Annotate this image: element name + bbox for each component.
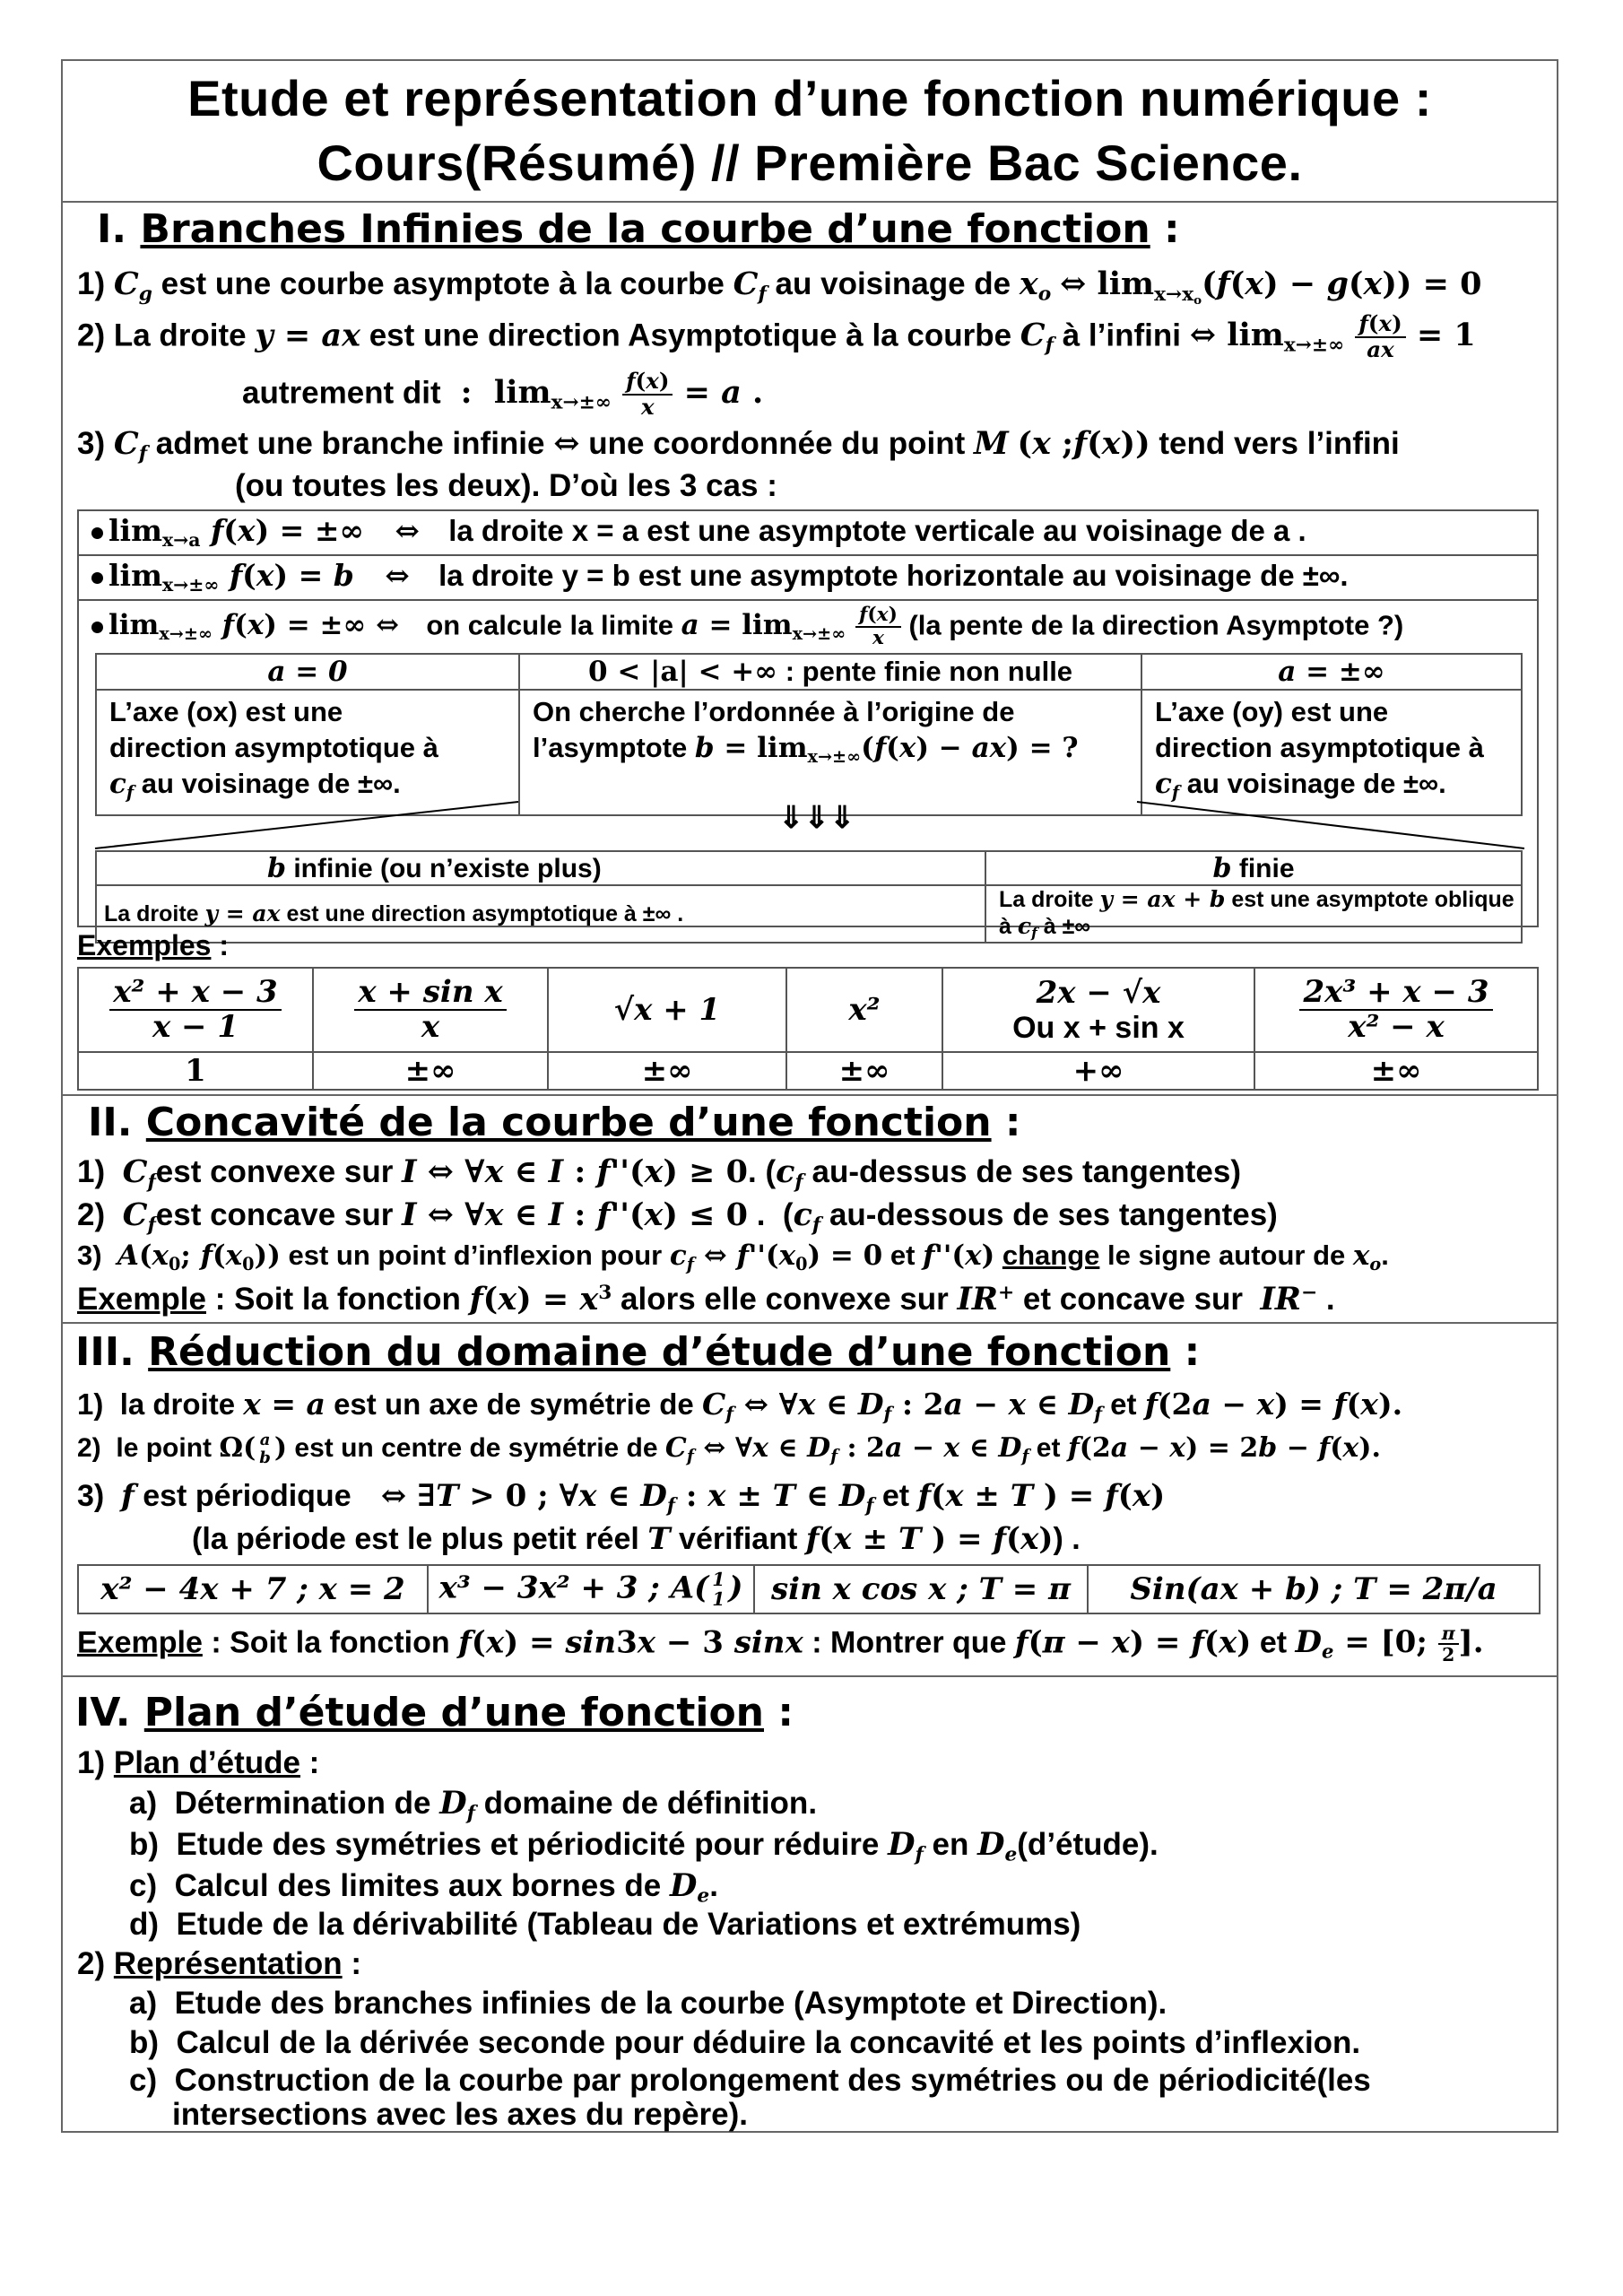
- s3-ex-4: Sin(ax + b) ; T = 2π/a: [1088, 1565, 1540, 1613]
- down-arrows-icon: ⇓⇓⇓: [778, 801, 855, 835]
- s1-item-3: 3) $C_f$ admet une branche infinie ⇔ une coordonnée du point M (x ;f(x)) tend vers l’infini: [77, 425, 1400, 465]
- example-denominator: x − 1: [152, 1009, 239, 1045]
- b-inf-head: infinie (ou n’existe plus): [293, 853, 602, 883]
- plan-c-letter: c): [129, 1868, 158, 1903]
- s2-l3-num: 3): [77, 1239, 102, 1271]
- repr-heading: 2) Représentation :: [77, 1946, 362, 1981]
- slope-cases-table: [95, 653, 1523, 816]
- plan-item-c: c) Calcul des limites aux bornes de $D_e$.: [129, 1867, 718, 1908]
- s3-ex-1: x² − 4x + 7 ; x = 2: [78, 1565, 428, 1613]
- plan-item-d: [129, 1907, 1081, 1943]
- s2-l3-b: et: [890, 1239, 916, 1271]
- bullet-icon: [91, 572, 103, 584]
- section-4-colon: :: [777, 1690, 794, 1735]
- la-droite-1: La droite: [104, 900, 199, 926]
- title-box: [63, 61, 1557, 203]
- divider: [79, 599, 1537, 601]
- example-limit-value: +∞: [942, 1052, 1254, 1090]
- s1-item-1-text-b: au voisinage de: [775, 266, 1011, 301]
- repr-item-c-cont: [172, 2097, 748, 2133]
- plan-c-text-b: .: [709, 1868, 718, 1903]
- section-4-number: IV.: [75, 1690, 131, 1735]
- s3-ex-b: : Montrer que: [812, 1625, 1007, 1660]
- section-2-title: Concavité de la courbe d’une fonction: [145, 1100, 992, 1145]
- s2-l1-text: est convexe sur: [155, 1154, 394, 1189]
- plan-c-text-a: Calcul des limites aux bornes de: [174, 1868, 662, 1903]
- examples-table: [77, 967, 1539, 1091]
- s1-item-3b: (ou toutes les deux). D’où les 3 cas :: [235, 468, 777, 503]
- plan-a-text-b: domaine de définition.: [483, 1786, 818, 1821]
- document-page: [61, 59, 1558, 2133]
- case-3: $\lim_{x\to\pm\infty} f(x)$ = ±∞ ⇔ on calcule la limite $a = \lim_{x\to\pm\infty}$ $\frac{f(x)}{x}$ (la pente de la direction Asymptote ?): [91, 604, 1403, 649]
- examples-label: Exemples :: [77, 929, 229, 961]
- s3-line-3: 3) f est périodique ⇔ ∃T > 0 ; ∀x ∈ $D_f$ : x ± T ∈ $D_f$ et f(x ± T ) = f(x): [77, 1478, 1166, 1517]
- section-1-heading: [97, 206, 1180, 252]
- s3-l3-b: et: [881, 1479, 910, 1513]
- s1-item-2: 2) La droite y = ax est une direction Asymptotique à la courbe $C_f$ à l’infini ⇔ $\lim_{x\to\pm\infty}$ $\frac{f(x)}{ax}$ = 1: [77, 310, 1476, 362]
- example-limit-value: 1: [78, 1052, 313, 1090]
- cases-box: [77, 509, 1539, 942]
- example-limit-value: ±∞: [1254, 1052, 1538, 1090]
- plan-b-letter: b): [129, 1827, 160, 1862]
- s2-ex-b: alors elle convexe sur: [621, 1282, 949, 1317]
- bullet-icon: [91, 622, 103, 633]
- s3-line-1: 1) la droite x = a est un axe de symétrie de $C_f$ ⇔ ∀x ∈ $D_f$ : 2a − x ∈ $D_f$ et f(2a − x) = f(x).: [77, 1387, 1403, 1425]
- s2-l1-c: au-dessus de ses tangentes): [812, 1154, 1241, 1189]
- col-3-head: a = ±∞: [1278, 656, 1385, 688]
- example-denominator: x² − x: [1348, 1009, 1445, 1045]
- col-2-head-b: : pente finie non nulle: [785, 656, 1073, 687]
- example-expr: [942, 968, 1254, 1052]
- b-fin-text-2: à ±∞: [1043, 914, 1091, 939]
- s2-l1-num: 1): [77, 1154, 106, 1189]
- col-3-text-1: L’axe (oy) est une: [1155, 696, 1389, 727]
- s3-ex-c: et: [1259, 1625, 1288, 1660]
- plan-d-letter: d): [129, 1907, 160, 1942]
- s3-l3-num: 3): [77, 1479, 105, 1513]
- example-limit-value: ±∞: [786, 1052, 942, 1090]
- repr-a-letter: a): [129, 1986, 158, 2021]
- s1-item-1: 1) $C_g$ est une courbe asymptote à la courbe $C_f$ au voisinage de $x_o$ ⇔ $\lim_{x\to x_o}(f(x) - g(x)) = 0$: [77, 265, 1482, 308]
- s3-ex-2-text: x³ − 3x² + 3 ;: [438, 1570, 660, 1605]
- repr-num: 2): [77, 1946, 106, 1981]
- s3-l4-c: ) .: [1053, 1522, 1081, 1556]
- plan-a-text-a: Détermination de: [174, 1786, 431, 1821]
- case-2: $\lim_{x\to\pm\infty} f(x) = b$ ⇔ la droite y = b est une asymptote horizontale au voisinage de ±∞.: [91, 558, 1349, 596]
- s1-item-2b: autrement dit : $\lim_{x\to\pm\infty}$ $\frac{f(x)}{x}$ = a .: [242, 368, 764, 420]
- col-a-zero-head: [96, 654, 519, 690]
- b-inf-text: est une direction asymptotique à ±∞ .: [286, 900, 684, 926]
- section-plan-etude: [63, 1677, 1557, 2133]
- section-1-title: Branches Infinies de la courbe d’une fonction: [140, 206, 1150, 252]
- s2-l1-b: . (: [748, 1154, 777, 1189]
- example-expr: [548, 968, 786, 1052]
- s2-l2-num: 2): [77, 1197, 106, 1232]
- plan-d-text-a: Etude de la dérivabilité (Tableau de Variations et extrémums): [176, 1907, 1081, 1942]
- s2-ex-a: : Soit la fonction: [214, 1282, 461, 1317]
- s2-l2-text: est concave sur: [155, 1197, 394, 1232]
- section-reduction: [63, 1324, 1557, 1677]
- plan-b-text-b: en: [932, 1827, 969, 1862]
- b-finite-head: b finie: [985, 851, 1522, 885]
- plan-item-b: b) Etude des symétries et périodicité pour réduire $D_f$ en $D_e(d’étude)$.: [129, 1826, 1159, 1866]
- s3-ex-label: Exemple: [77, 1625, 203, 1660]
- divider: [79, 554, 1537, 556]
- section-3-colon: :: [1184, 1329, 1201, 1375]
- example-limit-value: ±∞: [313, 1052, 548, 1090]
- plan-label: Plan d’étude: [113, 1745, 300, 1780]
- case-2-text: la droite y = b est une asymptote horizontale au voisinage de ±∞.: [438, 559, 1349, 592]
- s1-item-2-text-d: autrement dit: [242, 375, 441, 411]
- s3-l2-b: est un centre de symétrie de: [294, 1432, 658, 1463]
- b-infinite-head: b infinie (ou n’existe plus): [96, 851, 985, 885]
- section-2-heading: [88, 1100, 1021, 1145]
- plan-heading: 1) Plan d’étude :: [77, 1745, 320, 1780]
- section-3-number: III.: [75, 1329, 135, 1375]
- case-1: $\lim_{x\to a} f(x)$ = ±∞ ⇔ la droite x = a est une asymptote verticale au voisinage de a .: [91, 513, 1306, 551]
- example-expr: [1254, 968, 1538, 1052]
- s3-example: Exemple : Soit la fonction f(x) = sin3x − 3 sinx : Montrer que f(π − x) = f(x) et $D_e = [0$; $\frac{\pi}{2}$ ].: [77, 1622, 1484, 1666]
- section-1-number: I.: [97, 206, 127, 252]
- example-expression: x²: [848, 992, 881, 1028]
- col-1-text-3: au voisinage de ±∞.: [141, 768, 401, 799]
- col-a-infinite-head: [1141, 654, 1522, 690]
- s2-l3-a: est un point d’inflexion pour: [288, 1239, 663, 1271]
- plan-num: 1): [77, 1745, 106, 1780]
- col-a-zero-body: L’axe (ox) est une direction asymptotique à $c_f$ au voisinage de ±∞.: [96, 690, 519, 815]
- example-expression: √x + 1: [613, 992, 721, 1028]
- s2-ex-label: Exemple: [77, 1282, 206, 1317]
- s1-item-2-text-a: La droite: [113, 317, 247, 353]
- s2-example: Exemple : Soit la fonction $f(x) = x^3$ alors elle convexe sur IR+ et concave sur IR− .: [77, 1281, 1335, 1318]
- plan-item-a: a) Détermination de $D_f$ domaine de définition.: [129, 1785, 818, 1825]
- s2-l3-change: change: [1002, 1239, 1100, 1271]
- example-fraction: [109, 973, 281, 1045]
- s3-ex-2: x³ − 3x² + 3 ; A( 1 1 ): [428, 1565, 754, 1613]
- section-2-number: II.: [88, 1100, 133, 1145]
- section-2-colon: :: [1004, 1100, 1021, 1145]
- example-fraction: [354, 973, 506, 1045]
- s3-ex-3: sin x cos x ; T = π: [754, 1565, 1088, 1613]
- s3-l1-num: 1): [77, 1387, 104, 1421]
- repr-b-letter: b): [129, 2025, 160, 2060]
- s3-l4-b: vérifiant: [679, 1522, 798, 1556]
- example-expression-alt: Ou x + sin x: [1012, 1010, 1185, 1045]
- example-numerator: x + sin x: [354, 976, 506, 1011]
- col-1-text-2: direction asymptotique à: [109, 732, 438, 763]
- example-limit-value: ±∞: [548, 1052, 786, 1090]
- col-3-text-2: direction asymptotique à: [1155, 732, 1484, 763]
- b-finite-text: La droite y = ax + b est une asymptote oblique à $c_f$ à ±∞: [985, 885, 1522, 943]
- col-2-head: 0 < |a| < +∞: [587, 656, 778, 688]
- plan-b-text-c: (d’étude).: [1017, 1827, 1159, 1862]
- s3-l2-a: le point: [116, 1432, 213, 1463]
- section-4-title: Plan d’étude d’une fonction: [143, 1690, 764, 1735]
- s1-item-3-num: 3): [77, 426, 106, 461]
- s3-ex-a: : Soit la fonction: [211, 1625, 450, 1660]
- col-2-text-1: On cherche l’ordonnée à l’origine de: [533, 696, 1015, 727]
- example-expr: [78, 968, 313, 1052]
- s2-line-3: 3) $A(x_0$; $f(x_0)$) est un point d’inflexion pour $c_f$ ⇔ $f''(x_0) = 0$ et f''(x) change le signe autour de $x_o$.: [77, 1239, 1389, 1274]
- s3-l2-num: 2): [77, 1432, 101, 1463]
- s3-l1-c: et: [1110, 1387, 1137, 1421]
- example-numerator: 2x³ + x − 3: [1299, 976, 1492, 1011]
- s2-l3-c: le signe autour de: [1107, 1239, 1346, 1271]
- case-1-text: la droite x = a est une asymptote verticale au voisinage de a .: [448, 514, 1306, 547]
- col-a-finite-head: [519, 654, 1141, 690]
- bullet-icon: [91, 527, 103, 539]
- repr-item-a: [129, 1986, 1167, 2022]
- s1-item-2-text-c: à l’infini: [1062, 317, 1181, 353]
- section-3-title: Réduction du domaine d’étude d’une fonction: [148, 1329, 1171, 1375]
- b-fin-head: finie: [1238, 853, 1295, 883]
- s3-l2-c: et: [1036, 1432, 1061, 1463]
- example-expression: 2x − √x: [1036, 974, 1161, 1011]
- plan-b-text-a: Etude des symétries et périodicité pour réduire: [176, 1827, 880, 1862]
- plan-a-letter: a): [129, 1786, 158, 1821]
- section-1-colon: :: [1164, 206, 1180, 252]
- repr-a-text: Etude des branches infinies de la courbe (Asymptote et Direction).: [174, 1986, 1167, 2021]
- repr-c-text: Construction de la courbe par prolongement des symétries ou de périodicité(les: [174, 2063, 1371, 2098]
- col-3-text-3: au voisinage de ±∞.: [1186, 768, 1446, 799]
- col-a-finite-body: On cherche l’ordonnée à l’origine de l’asymptote $b = \lim_{x\to\pm\infty}(f(x) - ax)$ = ?: [519, 690, 1141, 815]
- s3-examples-table: [77, 1564, 1541, 1614]
- case-3-text-b: (la pente de la direction Asymptote ?): [908, 609, 1404, 641]
- repr-c-text-cont: intersections avec les axes du repère).: [172, 2097, 748, 2132]
- title-line-2: Cours(Résumé) // Première Bac Science.: [317, 135, 1303, 191]
- section-3-heading: [75, 1329, 1200, 1375]
- col-2-text-2: l’asymptote: [533, 732, 688, 763]
- s2-l2-c: au-dessous de ses tangentes): [829, 1197, 1278, 1232]
- example-expr: [313, 968, 548, 1052]
- s1-item-3-text-a: admet une branche infinie: [155, 426, 545, 461]
- s3-line-2: 2) le point Ω( a b ) est un centre de symétrie de $C_f$ ⇔ ∀x ∈ $D_f$ : 2a − x ∈ $D_f$ et f(2a − x) = 2b − f(x).: [77, 1431, 1381, 1467]
- example-expr: [786, 968, 942, 1052]
- repr-label: Représentation: [113, 1946, 343, 1981]
- la-droite-2: La droite: [999, 887, 1094, 912]
- repr-b-text: Calcul de la dérivée seconde pour déduire la concavité et les points d’inflexion.: [176, 2025, 1361, 2060]
- col-1-head: a = 0: [267, 656, 348, 688]
- repr-item-c: [129, 2063, 1371, 2099]
- s2-line-1: 1) $C_fest$ convexe sur I ⇔ ∀x ∈ I : f''(x) ≥ 0. ($c_f$ au-dessus de ses tangentes): [77, 1153, 1241, 1194]
- col-a-infinite-body: L’axe (oy) est une direction asymptotique à $c_f$ au voisinage de ±∞.: [1141, 690, 1522, 815]
- s3-l3-a: est périodique: [143, 1479, 352, 1513]
- s3-l1-a: la droite: [119, 1387, 236, 1421]
- col-1-text-1: L’axe (ox) est une: [109, 696, 343, 727]
- repr-c-letter: c): [129, 2063, 158, 2098]
- section-4-heading: [75, 1690, 794, 1735]
- section-branches-infinies: [63, 203, 1557, 1096]
- s3-line-4: (la période est le plus petit réel T vérifiant f(x ± T ) = f(x)) .: [192, 1521, 1081, 1557]
- case-3-text-a: on calcule la limite: [426, 609, 673, 641]
- title-line-1: Etude et représentation d’une fonction numérique :: [187, 70, 1432, 126]
- s3-l4: (la période est le plus petit réel: [192, 1522, 639, 1556]
- section-concavite: [63, 1096, 1557, 1324]
- example-denominator: x: [421, 1009, 440, 1045]
- examples-label-text: Exemples: [77, 929, 212, 961]
- s1-item-1-num: 1): [77, 266, 106, 301]
- s1-item-1-text-a: est une courbe asymptote à la courbe: [161, 266, 725, 301]
- s1-item-2-num: 2): [77, 317, 106, 353]
- s1-item-3-text-c: tend vers l’infini: [1159, 426, 1400, 461]
- example-numerator: x² + x − 3: [109, 976, 281, 1011]
- s1-item-2-text-b: est une direction Asymptotique à la courbe: [369, 317, 1012, 353]
- b-cases-table: [95, 850, 1523, 944]
- repr-item-b: [129, 2025, 1360, 2061]
- s2-ex-c: et concave sur: [1022, 1282, 1244, 1317]
- s2-line-2: 2) $C_fest$ concave sur I ⇔ ∀x ∈ I : f''(x) ≤ 0 . ($c_f$ au-dessous de ses tangentes): [77, 1196, 1278, 1237]
- s3-l1-b: est un axe de symétrie de: [334, 1387, 694, 1421]
- b-fin-text: est une asymptote oblique à: [999, 887, 1515, 939]
- s1-item-3-text-b: une coordonnée du point: [588, 426, 966, 461]
- b-infinite-text: La droite y = ax est une direction asymptotique à ±∞ .: [96, 885, 985, 943]
- example-fraction: [1299, 973, 1492, 1045]
